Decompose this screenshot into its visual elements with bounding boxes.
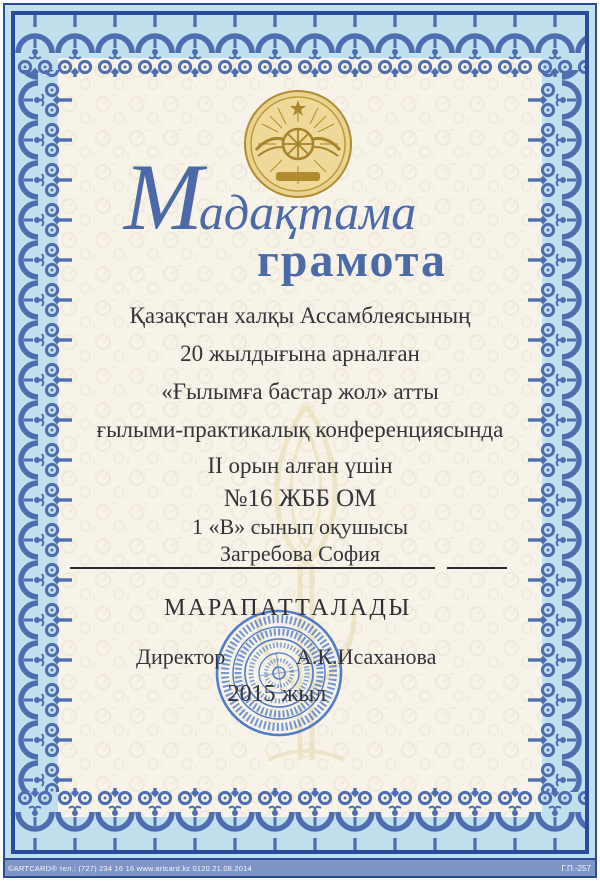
certificate-title-script: Мадақтама bbox=[123, 144, 417, 250]
signature-rule-short bbox=[447, 567, 507, 569]
body-line: Қазақстан халқы Ассамблеясының bbox=[129, 303, 471, 328]
signature-name: А.К.Исаханова bbox=[296, 644, 437, 669]
signature-rule-long bbox=[70, 567, 435, 569]
year-line: 2015 жыл bbox=[227, 681, 327, 707]
body-line: II орын алған үшін bbox=[207, 453, 393, 478]
body-line: 20 жылдығына арналған bbox=[180, 341, 420, 366]
signature-role: Директор bbox=[136, 644, 226, 669]
recipient-class-line: 1 «В» сынып оқушысы bbox=[191, 514, 408, 539]
body-line: ғылыми-практикалық конференциясында bbox=[96, 417, 504, 442]
recipient-block bbox=[58, 513, 542, 567]
publisher-credit: ©ARTCARD® тел.: (727) 234 16 16 www.artcard.kz 0120.21.08.2014 bbox=[8, 863, 252, 873]
footer-band bbox=[5, 858, 595, 876]
recipient-name: Загребова София bbox=[220, 541, 380, 566]
award-word: МАРАПАТТАЛАДЫ bbox=[164, 595, 412, 621]
certificate-body bbox=[58, 299, 542, 517]
body-line: «Ғылымға бастар жол» атты bbox=[161, 379, 439, 404]
body-line: №16 ЖББ ОМ bbox=[223, 485, 377, 512]
form-code: Г.П.-257 bbox=[561, 863, 591, 873]
school-seal-icon bbox=[213, 607, 345, 739]
certificate-title-plain: грамота bbox=[256, 234, 448, 287]
